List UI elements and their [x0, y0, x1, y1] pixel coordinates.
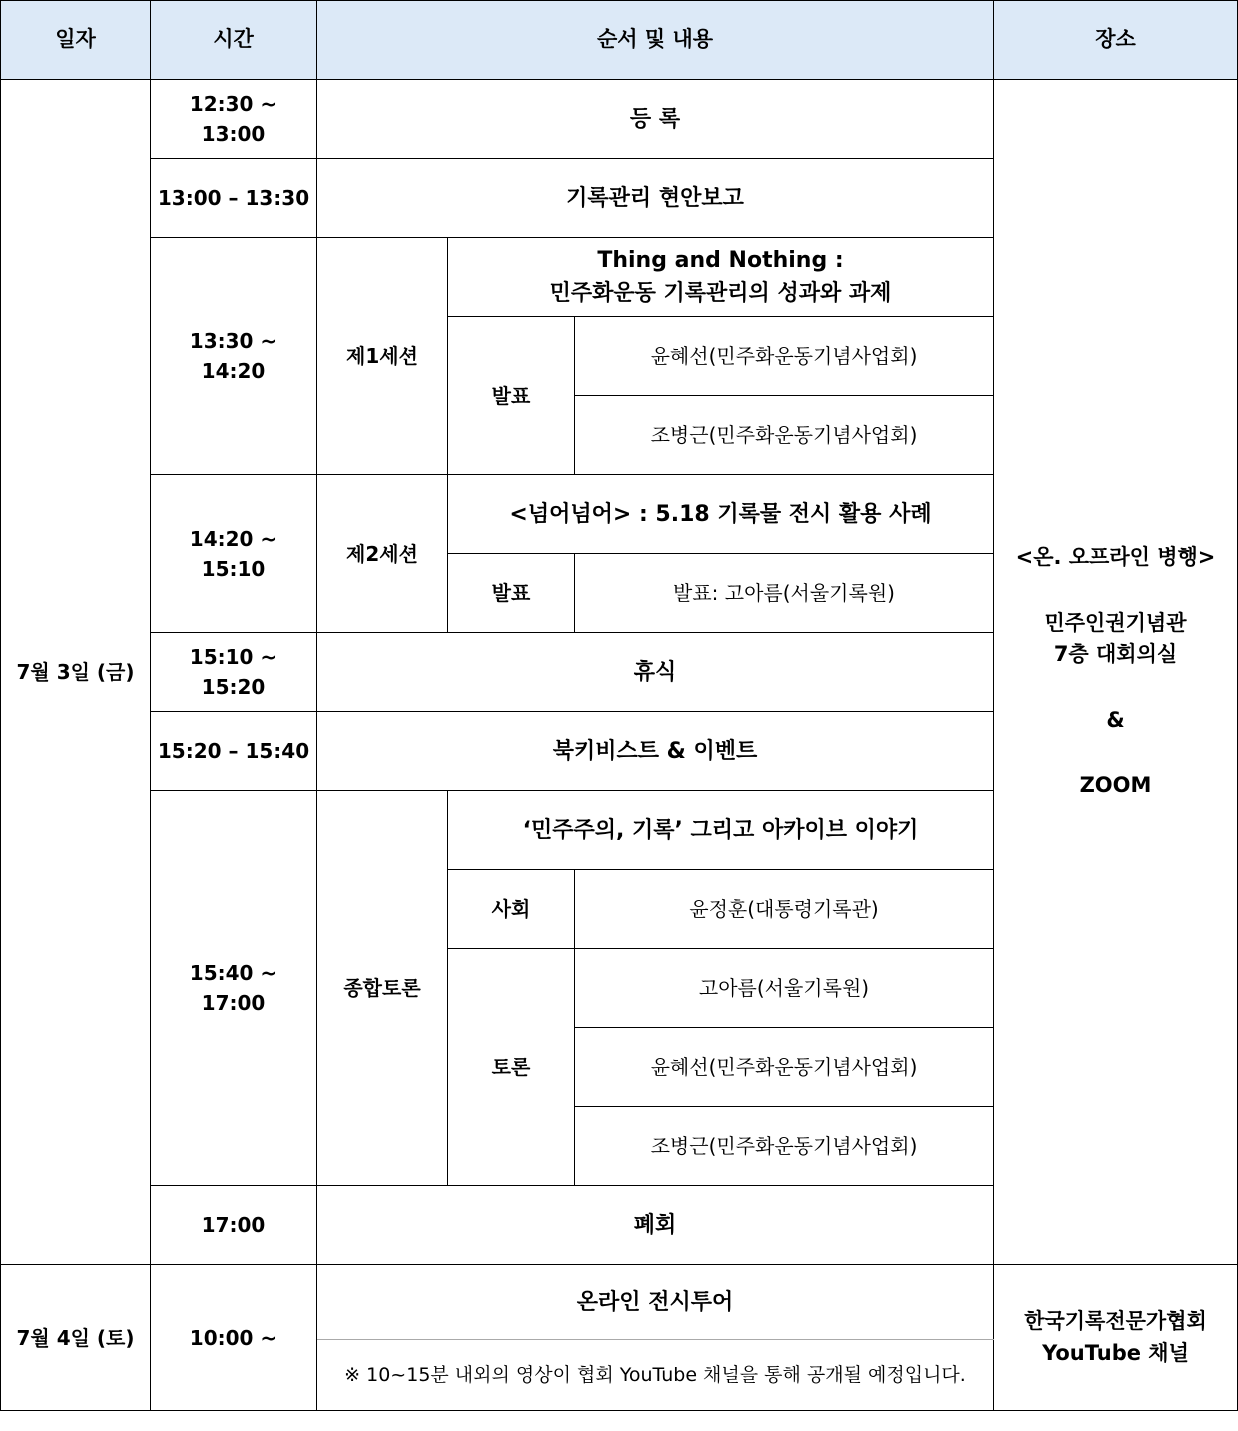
registration-title: 등 록	[317, 80, 994, 159]
venue-zoom: ZOOM	[1079, 773, 1152, 798]
day2-time: 10:00 ~	[151, 1265, 317, 1411]
session2-title: <넘어넘어> : 5.18 기록물 전시 활용 사례	[448, 475, 994, 554]
session1-speaker-1: 윤혜선(민주화운동기념사업회)	[575, 317, 994, 396]
panel-role: 토론	[448, 949, 575, 1186]
day2-venue-line1: 한국기록전문가협회	[1024, 1309, 1207, 1333]
session2-role: 발표	[448, 554, 575, 633]
day2-date: 7월 4일 (토)	[1, 1265, 151, 1411]
day2-venue-line2: YouTube 채널	[1042, 1340, 1189, 1365]
day2-venue	[994, 1265, 1238, 1411]
moderator-role: 사회	[448, 870, 575, 949]
discussion-name: 종합토론	[317, 791, 448, 1186]
day1-venue	[994, 80, 1238, 1265]
panelist-3: 조병근(민주화운동기념사업회)	[575, 1107, 994, 1186]
event-time: 15:20 – 15:40	[151, 712, 317, 791]
header-date: 일자	[1, 1, 151, 80]
session2-name: 제2세션	[317, 475, 448, 633]
break-time: 15:10 ~ 15:20	[151, 633, 317, 712]
panelist-1: 고아름(서울기록원)	[575, 949, 994, 1028]
venue-and: &	[1106, 707, 1125, 732]
venue-building: 민주인권기념관	[1044, 610, 1187, 635]
session1-role: 발표	[448, 317, 575, 475]
discussion-title: ‘민주주의, 기록’ 그리고 아카이브 이야기	[448, 791, 994, 870]
closing-time: 17:00	[151, 1186, 317, 1265]
row-registration	[1, 80, 1238, 159]
session2-speaker: 발표: 고아름(서울기록원)	[575, 554, 994, 633]
session1-title-line2: 민주화운동 기록관리의 성과와 과제	[549, 281, 892, 306]
report-time: 13:00 – 13:30	[151, 159, 317, 238]
day2-note: ※ 10~15분 내외의 영상이 협회 YouTube 채널을 통해 공개될 예정입니다.	[317, 1340, 994, 1411]
event-title: 북키비스트 & 이벤트	[317, 712, 994, 791]
discussion-time: 15:40 ~ 17:00	[151, 791, 317, 1186]
session1-time: 13:30 ~ 14:20	[151, 238, 317, 475]
closing-title: 폐회	[317, 1186, 994, 1265]
moderator-name: 윤정훈(대통령기록관)	[575, 870, 994, 949]
registration-time: 12:30 ~ 13:00	[151, 80, 317, 159]
day1-date: 7월 3일 (금)	[1, 80, 151, 1265]
header-row	[1, 1, 1238, 80]
header-program: 순서 및 내용	[317, 1, 994, 80]
session1-name: 제1세션	[317, 238, 448, 475]
session1-speaker-2: 조병근(민주화운동기념사업회)	[575, 396, 994, 475]
venue-room: 7층 대회의실	[1053, 642, 1178, 667]
session1-title	[448, 238, 994, 317]
header-venue: 장소	[994, 1, 1238, 80]
report-title: 기록관리 현안보고	[317, 159, 994, 238]
day2-title: 온라인 전시투어	[317, 1265, 994, 1340]
break-title: 휴식	[317, 633, 994, 712]
session2-time: 14:20 ~ 15:10	[151, 475, 317, 633]
header-time: 시간	[151, 1, 317, 80]
panelist-2: 윤혜선(민주화운동기념사업회)	[575, 1028, 994, 1107]
venue-mode: <온. 오프라인 병행>	[1015, 545, 1216, 570]
session1-title-line1: Thing and Nothing :	[597, 248, 844, 273]
row-day2-title	[1, 1265, 1238, 1340]
